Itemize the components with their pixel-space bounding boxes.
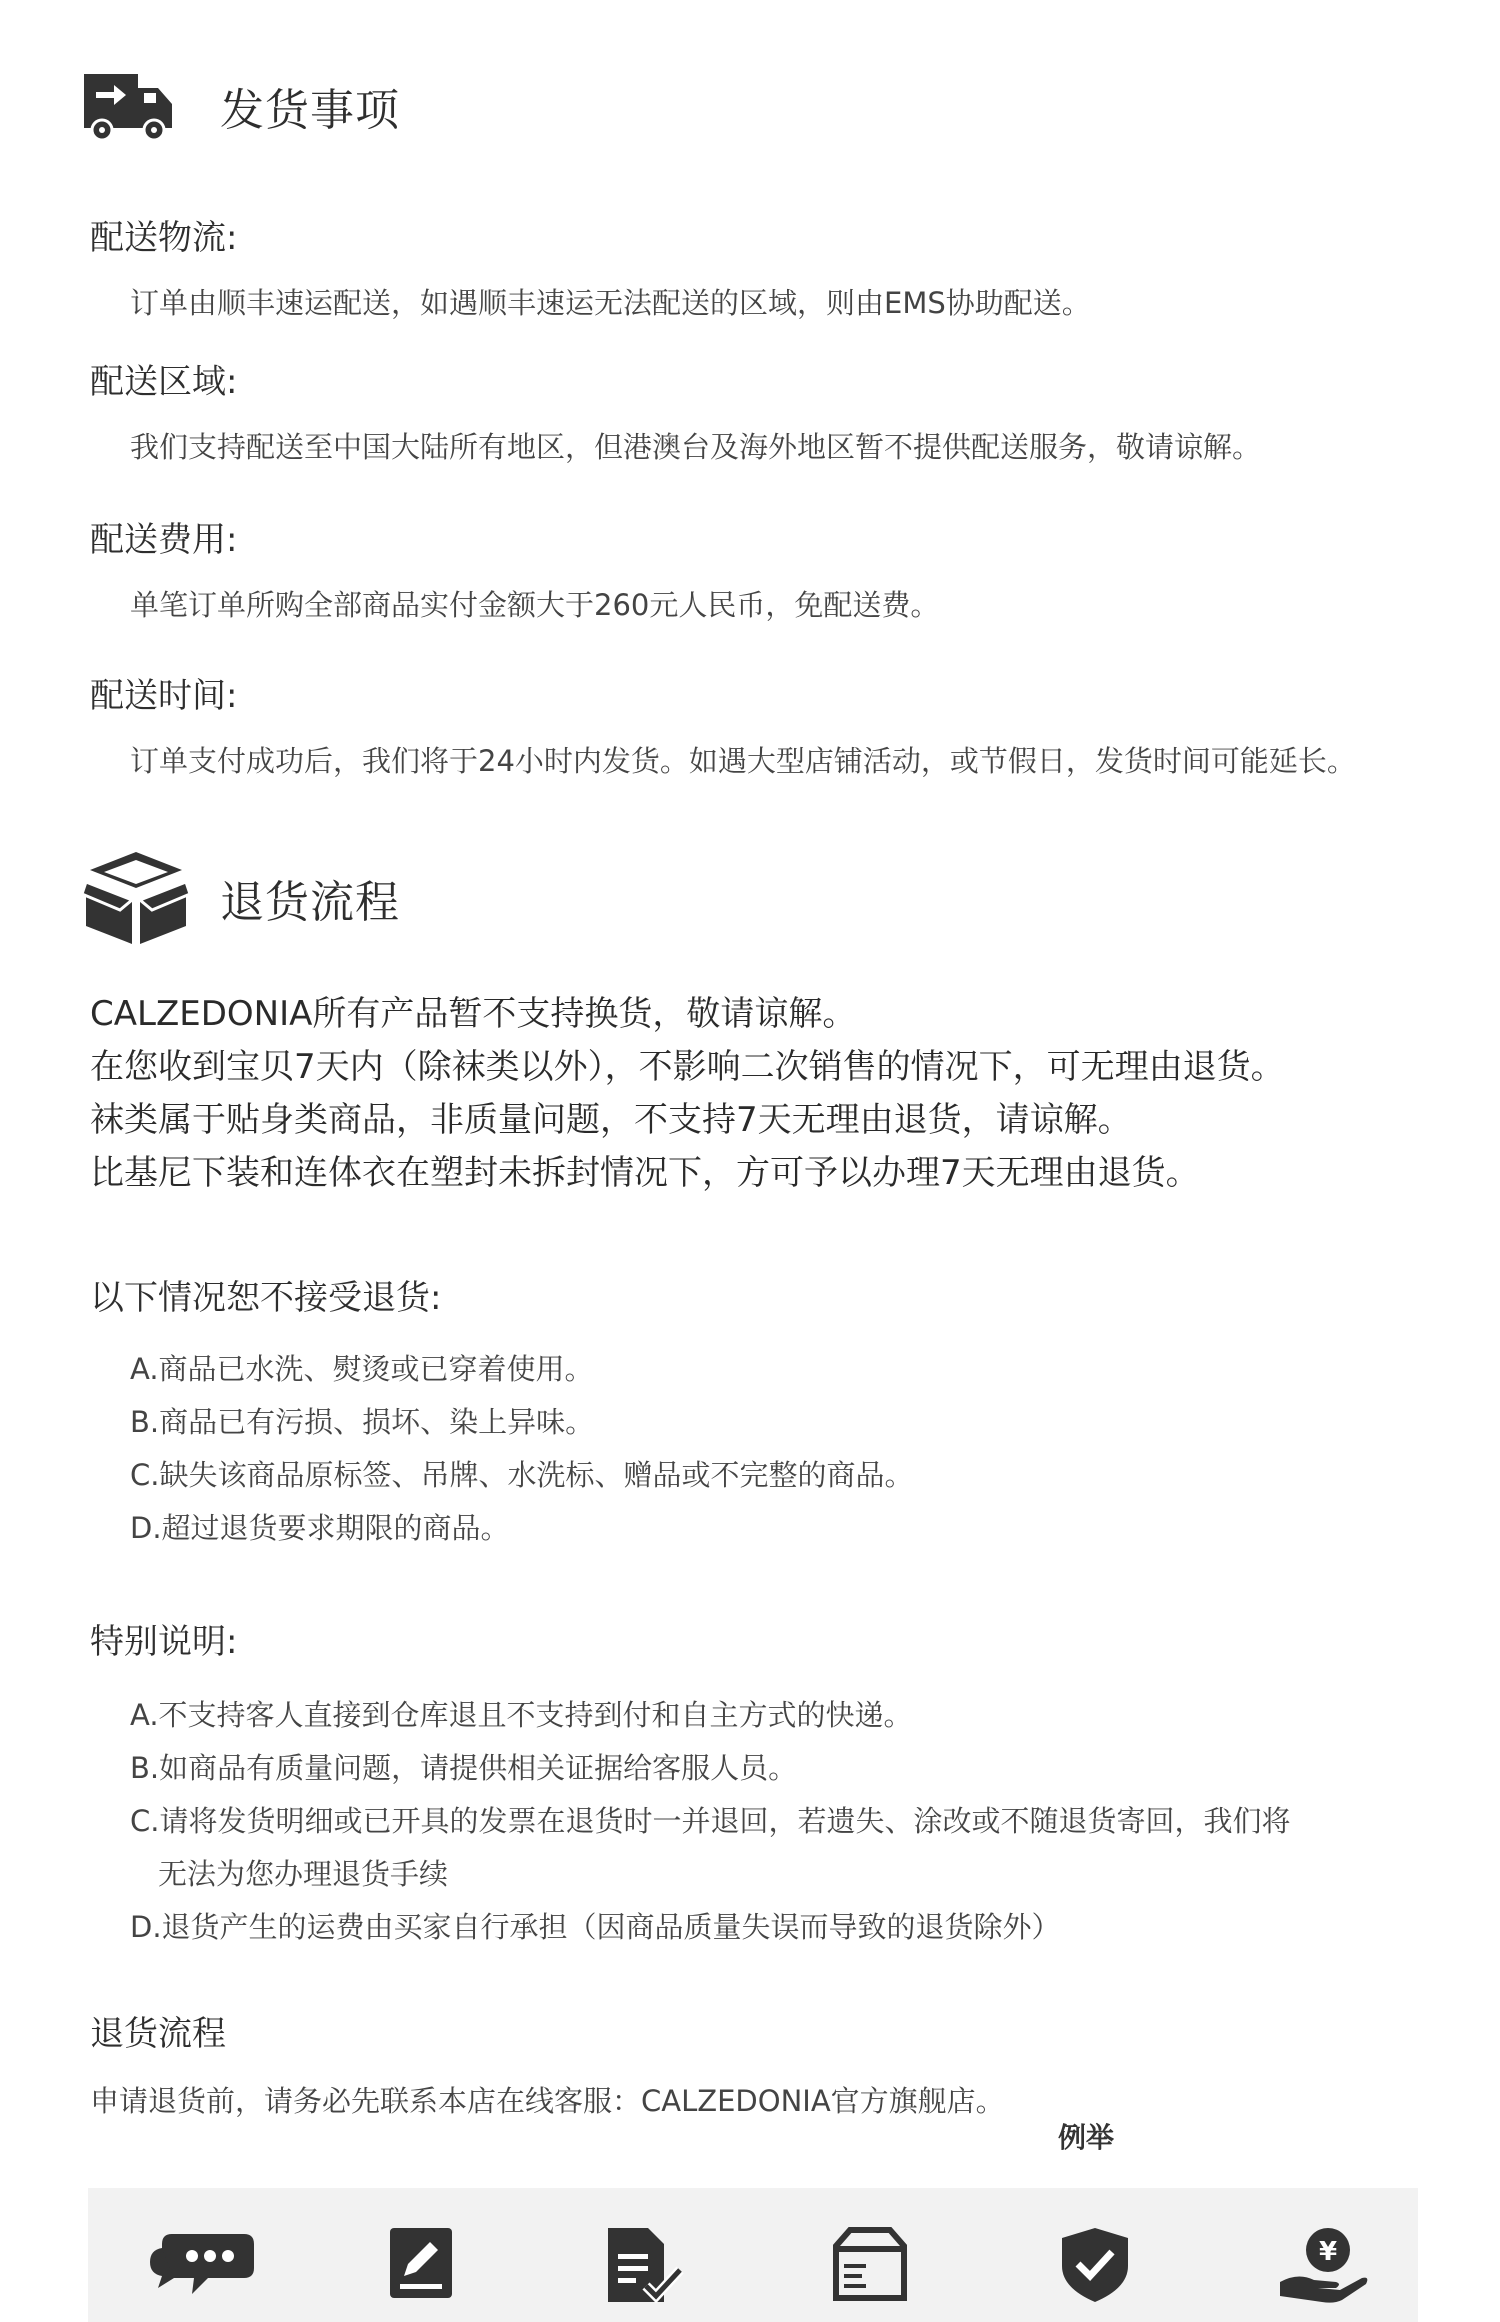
shipping-fee-label: 配送费用:: [90, 520, 238, 560]
list-item: A.不支持客人直接到仓库退且不支持到付和自主方式的快递。: [130, 1698, 913, 1732]
special-block: [90, 1614, 1290, 1954]
special-list: [130, 1689, 1290, 1954]
not-accepted-list: [130, 1343, 913, 1555]
not-accepted-label: 以下情况恕不接受退货:: [90, 1278, 442, 1318]
returns-intro-line: 比基尼下装和连体衣在塑封未拆封情况下，方可予以办理7天无理由退货。: [90, 1153, 1200, 1193]
shipping-time-text: 订单支付成功后，我们将于24小时内发货。如遇大型店铺活动，或节假日，发货时间可能延长。: [130, 744, 1356, 778]
shipping-logistics-text: 订单由顺丰速运配送，如遇顺丰速运无法配送的区域，则由EMS协助配送。: [130, 286, 1091, 320]
list-item: D.退货产生的运费由买家自行承担（因商品质量失误而导致的退货除外）: [130, 1910, 1061, 1944]
shipping-time: [90, 668, 1356, 780]
list-item: C.缺失该商品原标签、吊牌、水洗标、赠品或不完整的商品。: [130, 1458, 914, 1492]
returns-intro-line: 在您收到宝贝7天内（除袜类以外），不影响二次销售的情况下，可无理由退货。: [90, 1047, 1285, 1087]
shipping-time-label: 配送时间:: [90, 676, 238, 716]
return-process-label: 退货流程: [90, 2014, 226, 2054]
shipping-area: [90, 354, 1261, 466]
shipping-logistics: [90, 210, 1091, 322]
returns-intro-line: CALZEDONIA所有产品暂不支持换货，敬请谅解。: [90, 994, 857, 1034]
svg-text:¥: ¥: [1318, 2237, 1338, 2267]
box-icon: [82, 848, 192, 948]
shipping-area-text: 我们支持配送至中国大陆所有地区，但港澳台及海外地区暂不提供配送服务，敬请谅解。: [130, 430, 1262, 464]
return-process-text: 申请退货前，请务必先联系本店在线客服：CALZEDONIA官方旗舰店。: [90, 2084, 1005, 2118]
list-item: B.如商品有质量问题，请提供相关证据给客服人员。: [130, 1751, 798, 1785]
refund-icon: [1278, 2226, 1372, 2310]
shipping-title: 发货事项: [220, 85, 400, 136]
document-check-icon: [604, 2226, 684, 2310]
return-steps-bar: [88, 2188, 1418, 2322]
special-label: 特别说明:: [90, 1622, 238, 1662]
returns-intro-line: 袜类属于贴身类商品，非质量问题，不支持7天无理由退货，请谅解。: [90, 1100, 1132, 1140]
list-item: A.商品已水洗、熨烫或已穿着使用。: [130, 1352, 594, 1386]
shipping-logistics-label: 配送物流:: [90, 218, 238, 258]
return-process-block: [90, 2006, 1005, 2120]
list-item: C.请将发货明细或已开具的发票在退货时一并退回，若遗失、涂改或不随退货寄回，我们将: [130, 1804, 1291, 1838]
list-item: D.超过退货要求期限的商品。: [130, 1511, 510, 1545]
truck-icon: [82, 68, 192, 144]
list-item: 无法为您办理退货手续: [158, 1857, 449, 1891]
chat-icon: [148, 2226, 258, 2304]
shipping-header: [82, 68, 400, 144]
not-accepted-block: [90, 1270, 913, 1555]
package-icon: [832, 2226, 908, 2306]
returns-intro: [90, 988, 1285, 1200]
edit-icon: [388, 2226, 454, 2304]
returns-header: [82, 848, 400, 948]
shipping-fee-text: 单笔订单所购全部商品实付金额大于260元人民币，免配送费。: [130, 588, 940, 622]
list-item: B.商品已有污损、损坏、染上异味。: [130, 1405, 595, 1439]
example-label: 例举: [1058, 2121, 1115, 2154]
shield-check-icon: [1060, 2226, 1130, 2308]
returns-title: 退货流程: [220, 877, 400, 928]
shipping-fee: [90, 512, 939, 624]
shipping-area-label: 配送区域:: [90, 362, 238, 402]
